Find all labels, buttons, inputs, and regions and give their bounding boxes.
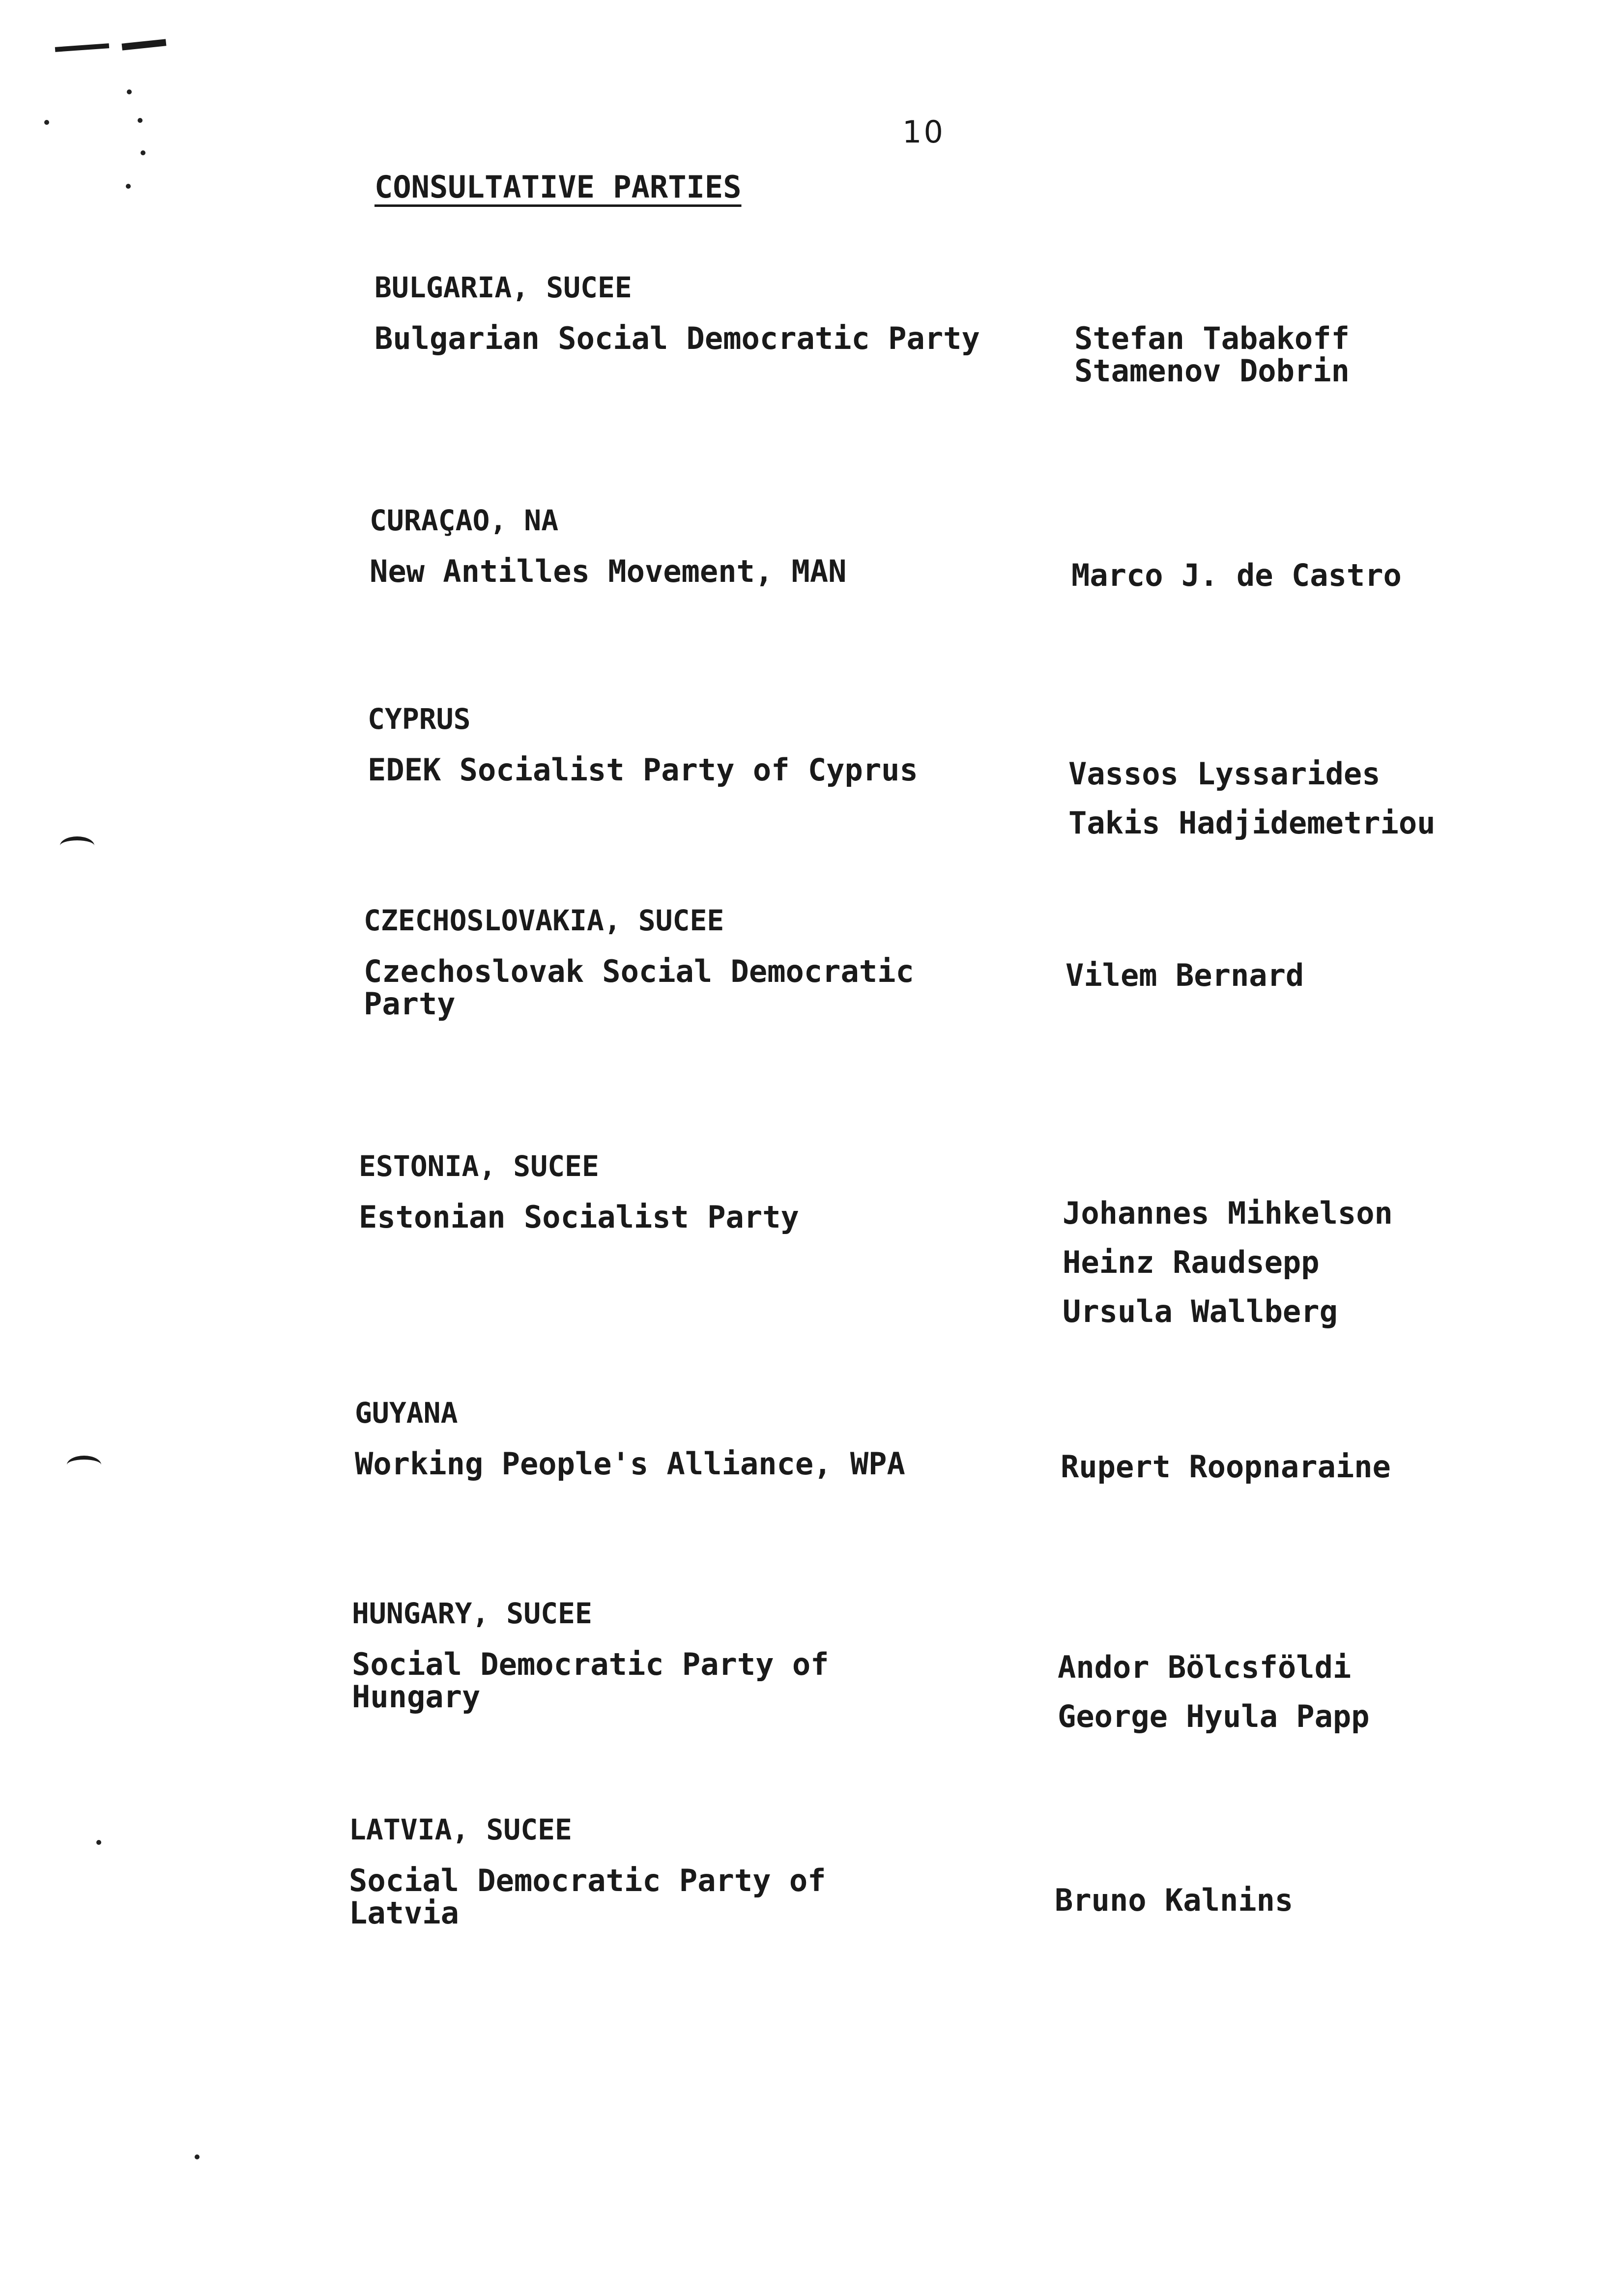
scan-dot [138,118,143,123]
delegate-name: Vilem Bernard [1065,957,1304,993]
delegate-name: Ursula Wallberg [1063,1293,1338,1329]
party-name: Czechoslovak Social Democratic Party [364,953,914,1022]
delegate-name: Stefan Tabakoff [1074,320,1350,356]
party-name: Social Democratic Party of Hungary [352,1646,829,1715]
entry-curacao [370,504,1549,661]
binder-hole-mark [67,1456,101,1474]
entry-hungary [352,1597,1531,1754]
country-name: CYPRUS [368,702,471,736]
delegate-list [1074,322,1546,387]
delegate-name: George Hyula Papp [1058,1698,1370,1734]
delegate-list [1063,1197,1534,1345]
scan-dot [126,184,131,189]
entry-bulgaria [374,271,1554,429]
entry-guyana [355,1397,1534,1554]
delegate-name: Vassos Lyssarides [1068,756,1381,792]
country-name: HUNGARY, SUCEE [352,1597,592,1630]
delegate-name: Bruno Kalnins [1055,1882,1294,1918]
delegate-name: Andor Bölcsföldi [1058,1649,1352,1685]
party-name: Social Democratic Party of Latvia [349,1863,826,1931]
party-name: Estonian Socialist Party [359,1199,799,1235]
scan-dot [96,1840,101,1845]
country-name: BULGARIA, SUCEE [374,271,632,304]
delegate-list [1071,559,1543,608]
scan-dot [127,89,132,94]
scan-dot [44,120,49,125]
delegate-name: Heinz Raudsepp [1063,1244,1320,1280]
country-name: ESTONIA, SUCEE [359,1149,599,1183]
party-name: Bulgarian Social Democratic Party [374,320,980,356]
delegate-list [1065,959,1537,1008]
country-name: CZECHOSLOVAKIA, SUCEE [364,904,724,937]
entry-czechoslovakia [364,904,1543,1062]
country-name: CURAÇAO, NA [370,504,559,537]
entry-estonia [359,1149,1538,1329]
delegate-list [1058,1651,1529,1750]
delegate-name: Takis Hadjidemetriou [1068,805,1436,841]
delegate-list [1055,1884,1526,1933]
delegate-list [1068,758,1540,856]
scan-mark-top-left [55,43,109,52]
delegate-list [1061,1451,1532,1500]
delegate-name: Rupert Roopnaraine [1061,1449,1391,1485]
entry-cyprus [368,703,1547,860]
scan-mark-top-left-2 [122,39,167,50]
binder-hole-mark [60,836,94,855]
party-name: New Antilles Movement, MAN [370,553,847,589]
party-name: Working People's Alliance, WPA [355,1446,905,1482]
scan-dot [195,2154,200,2159]
entry-latvia [349,1813,1528,1971]
delegate-name: Stamenov Dobrin [1074,353,1350,389]
party-name: EDEK Socialist Party of Cyprus [368,752,918,788]
country-name: GUYANA [355,1396,458,1430]
page-number: 10 [902,114,945,150]
scan-dot [141,150,145,155]
section-title: CONSULTATIVE PARTIES [374,169,742,205]
country-name: LATVIA, SUCEE [349,1813,572,1846]
delegate-name: Marco J. de Castro [1071,557,1402,593]
delegate-name: Johannes Mihkelson [1063,1195,1393,1231]
